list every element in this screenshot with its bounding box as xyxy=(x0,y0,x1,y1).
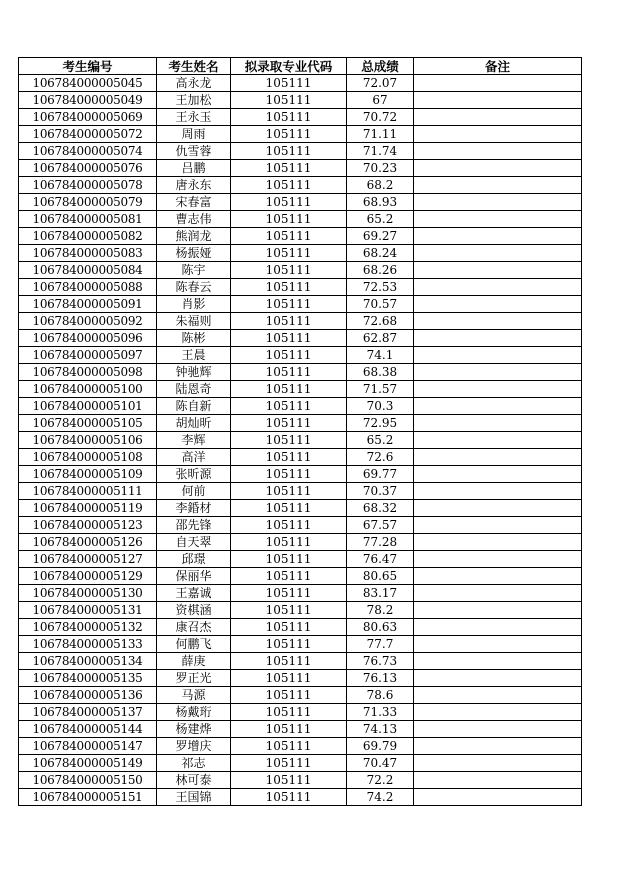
cell-remarks xyxy=(414,721,582,738)
cell-remarks xyxy=(414,449,582,466)
cell-remarks xyxy=(414,772,582,789)
cell-total-score: 69.77 xyxy=(347,466,414,483)
cell-exam-id: 106784000005084 xyxy=(19,262,157,279)
cell-exam-id: 106784000005074 xyxy=(19,143,157,160)
cell-exam-id: 106784000005072 xyxy=(19,126,157,143)
cell-exam-id: 106784000005098 xyxy=(19,364,157,381)
header-name: 考生姓名 xyxy=(157,58,231,75)
cell-major-code: 105111 xyxy=(231,449,347,466)
cell-exam-id: 106784000005132 xyxy=(19,619,157,636)
cell-exam-id: 106784000005149 xyxy=(19,755,157,772)
cell-major-code: 105111 xyxy=(231,364,347,381)
header-total-score: 总成绩 xyxy=(347,58,414,75)
cell-name: 罗正光 xyxy=(157,670,231,687)
cell-remarks xyxy=(414,75,582,92)
header-row xyxy=(19,58,582,75)
cell-name: 邵先锋 xyxy=(157,517,231,534)
cell-total-score: 72.95 xyxy=(347,415,414,432)
table-row xyxy=(19,704,582,721)
cell-total-score: 71.11 xyxy=(347,126,414,143)
cell-major-code: 105111 xyxy=(231,551,347,568)
cell-remarks xyxy=(414,704,582,721)
cell-total-score: 69.27 xyxy=(347,228,414,245)
cell-name: 何前 xyxy=(157,483,231,500)
table-row xyxy=(19,109,582,126)
cell-exam-id: 106784000005106 xyxy=(19,432,157,449)
cell-remarks xyxy=(414,466,582,483)
cell-name: 自天翠 xyxy=(157,534,231,551)
cell-total-score: 65.2 xyxy=(347,211,414,228)
table-row xyxy=(19,449,582,466)
cell-name: 高永龙 xyxy=(157,75,231,92)
cell-exam-id: 106784000005144 xyxy=(19,721,157,738)
cell-major-code: 105111 xyxy=(231,415,347,432)
cell-total-score: 68.2 xyxy=(347,177,414,194)
table-row xyxy=(19,670,582,687)
cell-remarks xyxy=(414,143,582,160)
cell-total-score: 72.07 xyxy=(347,75,414,92)
table-row xyxy=(19,194,582,211)
cell-exam-id: 106784000005131 xyxy=(19,602,157,619)
cell-exam-id: 106784000005105 xyxy=(19,415,157,432)
cell-total-score: 71.74 xyxy=(347,143,414,160)
cell-name: 胡灿昕 xyxy=(157,415,231,432)
cell-total-score: 74.13 xyxy=(347,721,414,738)
cell-major-code: 105111 xyxy=(231,296,347,313)
cell-major-code: 105111 xyxy=(231,687,347,704)
table-row xyxy=(19,381,582,398)
table-row xyxy=(19,262,582,279)
table-row xyxy=(19,398,582,415)
cell-name: 杨振娅 xyxy=(157,245,231,262)
cell-exam-id: 106784000005081 xyxy=(19,211,157,228)
cell-major-code: 105111 xyxy=(231,517,347,534)
cell-remarks xyxy=(414,755,582,772)
table-row xyxy=(19,364,582,381)
table-row xyxy=(19,228,582,245)
cell-exam-id: 106784000005136 xyxy=(19,687,157,704)
table-row xyxy=(19,211,582,228)
cell-remarks xyxy=(414,670,582,687)
cell-name: 钟驰辉 xyxy=(157,364,231,381)
cell-remarks xyxy=(414,551,582,568)
cell-major-code: 105111 xyxy=(231,738,347,755)
cell-exam-id: 106784000005130 xyxy=(19,585,157,602)
admission-table xyxy=(18,57,582,806)
table-row xyxy=(19,126,582,143)
cell-total-score: 78.6 xyxy=(347,687,414,704)
cell-total-score: 76.47 xyxy=(347,551,414,568)
cell-major-code: 105111 xyxy=(231,789,347,806)
cell-name: 陈自新 xyxy=(157,398,231,415)
cell-remarks xyxy=(414,653,582,670)
cell-total-score: 76.13 xyxy=(347,670,414,687)
cell-total-score: 77.28 xyxy=(347,534,414,551)
table-row xyxy=(19,653,582,670)
cell-major-code: 105111 xyxy=(231,330,347,347)
cell-major-code: 105111 xyxy=(231,653,347,670)
cell-major-code: 105111 xyxy=(231,194,347,211)
cell-remarks xyxy=(414,517,582,534)
header-exam-id: 考生编号 xyxy=(19,58,157,75)
cell-name: 唐永东 xyxy=(157,177,231,194)
table-row xyxy=(19,789,582,806)
cell-remarks xyxy=(414,789,582,806)
cell-major-code: 105111 xyxy=(231,772,347,789)
cell-exam-id: 106784000005137 xyxy=(19,704,157,721)
cell-exam-id: 106784000005078 xyxy=(19,177,157,194)
cell-remarks xyxy=(414,296,582,313)
cell-exam-id: 106784000005079 xyxy=(19,194,157,211)
cell-exam-id: 106784000005045 xyxy=(19,75,157,92)
cell-remarks xyxy=(414,245,582,262)
cell-remarks xyxy=(414,160,582,177)
cell-remarks xyxy=(414,568,582,585)
cell-major-code: 105111 xyxy=(231,126,347,143)
cell-remarks xyxy=(414,330,582,347)
cell-exam-id: 106784000005049 xyxy=(19,92,157,109)
cell-name: 王加松 xyxy=(157,92,231,109)
cell-total-score: 78.2 xyxy=(347,602,414,619)
cell-name: 薛庚 xyxy=(157,653,231,670)
cell-exam-id: 106784000005135 xyxy=(19,670,157,687)
table-row xyxy=(19,636,582,653)
cell-major-code: 105111 xyxy=(231,143,347,160)
cell-major-code: 105111 xyxy=(231,585,347,602)
cell-exam-id: 106784000005097 xyxy=(19,347,157,364)
table-row xyxy=(19,534,582,551)
cell-name: 朱福则 xyxy=(157,313,231,330)
table-row xyxy=(19,602,582,619)
cell-name: 康召杰 xyxy=(157,619,231,636)
cell-name: 曹志伟 xyxy=(157,211,231,228)
cell-remarks xyxy=(414,109,582,126)
cell-remarks xyxy=(414,738,582,755)
cell-remarks xyxy=(414,194,582,211)
table-row xyxy=(19,245,582,262)
cell-name: 杨建烨 xyxy=(157,721,231,738)
cell-name: 陈彬 xyxy=(157,330,231,347)
cell-major-code: 105111 xyxy=(231,177,347,194)
table-row xyxy=(19,517,582,534)
cell-exam-id: 106784000005083 xyxy=(19,245,157,262)
cell-remarks xyxy=(414,313,582,330)
cell-exam-id: 106784000005150 xyxy=(19,772,157,789)
table-row xyxy=(19,551,582,568)
cell-major-code: 105111 xyxy=(231,619,347,636)
table-row xyxy=(19,687,582,704)
table-row xyxy=(19,738,582,755)
cell-remarks xyxy=(414,415,582,432)
cell-name: 李辉 xyxy=(157,432,231,449)
cell-remarks xyxy=(414,619,582,636)
cell-total-score: 72.68 xyxy=(347,313,414,330)
cell-total-score: 68.32 xyxy=(347,500,414,517)
cell-total-score: 80.65 xyxy=(347,568,414,585)
table-row xyxy=(19,755,582,772)
cell-total-score: 65.2 xyxy=(347,432,414,449)
cell-remarks xyxy=(414,347,582,364)
cell-total-score: 74.1 xyxy=(347,347,414,364)
cell-total-score: 72.2 xyxy=(347,772,414,789)
table-row xyxy=(19,160,582,177)
table-row xyxy=(19,92,582,109)
cell-major-code: 105111 xyxy=(231,160,347,177)
cell-total-score: 83.17 xyxy=(347,585,414,602)
cell-exam-id: 106784000005088 xyxy=(19,279,157,296)
cell-exam-id: 106784000005147 xyxy=(19,738,157,755)
cell-total-score: 74.2 xyxy=(347,789,414,806)
cell-remarks xyxy=(414,279,582,296)
table-row xyxy=(19,177,582,194)
cell-remarks xyxy=(414,126,582,143)
table-row xyxy=(19,296,582,313)
cell-exam-id: 106784000005134 xyxy=(19,653,157,670)
table-row xyxy=(19,415,582,432)
cell-name: 仇雪蓉 xyxy=(157,143,231,160)
cell-total-score: 70.37 xyxy=(347,483,414,500)
table-row xyxy=(19,466,582,483)
cell-name: 保丽华 xyxy=(157,568,231,585)
cell-total-score: 70.47 xyxy=(347,755,414,772)
cell-total-score: 72.6 xyxy=(347,449,414,466)
cell-remarks xyxy=(414,483,582,500)
cell-major-code: 105111 xyxy=(231,483,347,500)
cell-total-score: 68.93 xyxy=(347,194,414,211)
cell-remarks xyxy=(414,534,582,551)
cell-major-code: 105111 xyxy=(231,245,347,262)
cell-exam-id: 106784000005096 xyxy=(19,330,157,347)
cell-remarks xyxy=(414,364,582,381)
table-row xyxy=(19,585,582,602)
cell-name: 吕鹏 xyxy=(157,160,231,177)
cell-exam-id: 106784000005109 xyxy=(19,466,157,483)
cell-major-code: 105111 xyxy=(231,636,347,653)
cell-name: 熊润龙 xyxy=(157,228,231,245)
cell-total-score: 80.63 xyxy=(347,619,414,636)
cell-remarks xyxy=(414,211,582,228)
cell-name: 罗增庆 xyxy=(157,738,231,755)
cell-total-score: 62.87 xyxy=(347,330,414,347)
table-row xyxy=(19,619,582,636)
cell-major-code: 105111 xyxy=(231,228,347,245)
cell-total-score: 69.79 xyxy=(347,738,414,755)
cell-remarks xyxy=(414,500,582,517)
cell-exam-id: 106784000005100 xyxy=(19,381,157,398)
table-row xyxy=(19,721,582,738)
cell-remarks xyxy=(414,228,582,245)
cell-total-score: 68.24 xyxy=(347,245,414,262)
cell-total-score: 67 xyxy=(347,92,414,109)
cell-total-score: 72.53 xyxy=(347,279,414,296)
cell-remarks xyxy=(414,602,582,619)
cell-exam-id: 106784000005076 xyxy=(19,160,157,177)
cell-name: 资棋涵 xyxy=(157,602,231,619)
cell-name: 祁志 xyxy=(157,755,231,772)
cell-total-score: 70.72 xyxy=(347,109,414,126)
table-row xyxy=(19,143,582,160)
cell-name: 陆恩奇 xyxy=(157,381,231,398)
table-row xyxy=(19,75,582,92)
cell-name: 王永玉 xyxy=(157,109,231,126)
cell-remarks xyxy=(414,92,582,109)
cell-total-score: 68.38 xyxy=(347,364,414,381)
cell-name: 杨戴珩 xyxy=(157,704,231,721)
cell-name: 肖影 xyxy=(157,296,231,313)
cell-major-code: 105111 xyxy=(231,347,347,364)
cell-exam-id: 106784000005151 xyxy=(19,789,157,806)
cell-total-score: 76.73 xyxy=(347,653,414,670)
cell-remarks xyxy=(414,381,582,398)
cell-major-code: 105111 xyxy=(231,721,347,738)
cell-exam-id: 106784000005091 xyxy=(19,296,157,313)
cell-remarks xyxy=(414,636,582,653)
table-row xyxy=(19,772,582,789)
table-row xyxy=(19,313,582,330)
table-row xyxy=(19,330,582,347)
cell-total-score: 71.57 xyxy=(347,381,414,398)
cell-major-code: 105111 xyxy=(231,75,347,92)
cell-name: 高洋 xyxy=(157,449,231,466)
cell-remarks xyxy=(414,687,582,704)
cell-major-code: 105111 xyxy=(231,432,347,449)
cell-total-score: 77.7 xyxy=(347,636,414,653)
cell-major-code: 105111 xyxy=(231,755,347,772)
cell-exam-id: 106784000005101 xyxy=(19,398,157,415)
cell-total-score: 70.57 xyxy=(347,296,414,313)
cell-total-score: 70.23 xyxy=(347,160,414,177)
cell-major-code: 105111 xyxy=(231,313,347,330)
cell-name: 马源 xyxy=(157,687,231,704)
cell-total-score: 70.3 xyxy=(347,398,414,415)
cell-remarks xyxy=(414,398,582,415)
cell-major-code: 105111 xyxy=(231,602,347,619)
cell-exam-id: 106784000005092 xyxy=(19,313,157,330)
cell-remarks xyxy=(414,177,582,194)
cell-major-code: 105111 xyxy=(231,92,347,109)
cell-major-code: 105111 xyxy=(231,211,347,228)
cell-exam-id: 106784000005082 xyxy=(19,228,157,245)
cell-name: 陈宇 xyxy=(157,262,231,279)
cell-name: 何鹏飞 xyxy=(157,636,231,653)
cell-name: 张昕源 xyxy=(157,466,231,483)
cell-exam-id: 106784000005069 xyxy=(19,109,157,126)
cell-exam-id: 106784000005123 xyxy=(19,517,157,534)
cell-exam-id: 106784000005129 xyxy=(19,568,157,585)
cell-major-code: 105111 xyxy=(231,568,347,585)
cell-major-code: 105111 xyxy=(231,381,347,398)
cell-remarks xyxy=(414,585,582,602)
cell-major-code: 105111 xyxy=(231,262,347,279)
cell-exam-id: 106784000005127 xyxy=(19,551,157,568)
cell-major-code: 105111 xyxy=(231,109,347,126)
cell-name: 宋春富 xyxy=(157,194,231,211)
table-row xyxy=(19,568,582,585)
table-row xyxy=(19,432,582,449)
cell-major-code: 105111 xyxy=(231,670,347,687)
table-row xyxy=(19,500,582,517)
table-row xyxy=(19,279,582,296)
cell-major-code: 105111 xyxy=(231,500,347,517)
table-row xyxy=(19,347,582,364)
cell-remarks xyxy=(414,432,582,449)
cell-major-code: 105111 xyxy=(231,279,347,296)
table-row xyxy=(19,483,582,500)
cell-name: 王嘉诚 xyxy=(157,585,231,602)
cell-total-score: 67.57 xyxy=(347,517,414,534)
header-remarks: 备注 xyxy=(414,58,582,75)
cell-name: 邱璟 xyxy=(157,551,231,568)
cell-name: 王晨 xyxy=(157,347,231,364)
cell-exam-id: 106784000005108 xyxy=(19,449,157,466)
cell-total-score: 68.26 xyxy=(347,262,414,279)
cell-exam-id: 106784000005111 xyxy=(19,483,157,500)
cell-major-code: 105111 xyxy=(231,704,347,721)
cell-name: 林可泰 xyxy=(157,772,231,789)
cell-name: 周雨 xyxy=(157,126,231,143)
cell-name: 陈春云 xyxy=(157,279,231,296)
cell-major-code: 105111 xyxy=(231,398,347,415)
header-major-code: 拟录取专业代码 xyxy=(231,58,347,75)
cell-exam-id: 106784000005126 xyxy=(19,534,157,551)
cell-major-code: 105111 xyxy=(231,466,347,483)
cell-name: 李錉材 xyxy=(157,500,231,517)
cell-exam-id: 106784000005119 xyxy=(19,500,157,517)
cell-exam-id: 106784000005133 xyxy=(19,636,157,653)
cell-name: 王国锦 xyxy=(157,789,231,806)
cell-total-score: 71.33 xyxy=(347,704,414,721)
cell-major-code: 105111 xyxy=(231,534,347,551)
cell-remarks xyxy=(414,262,582,279)
